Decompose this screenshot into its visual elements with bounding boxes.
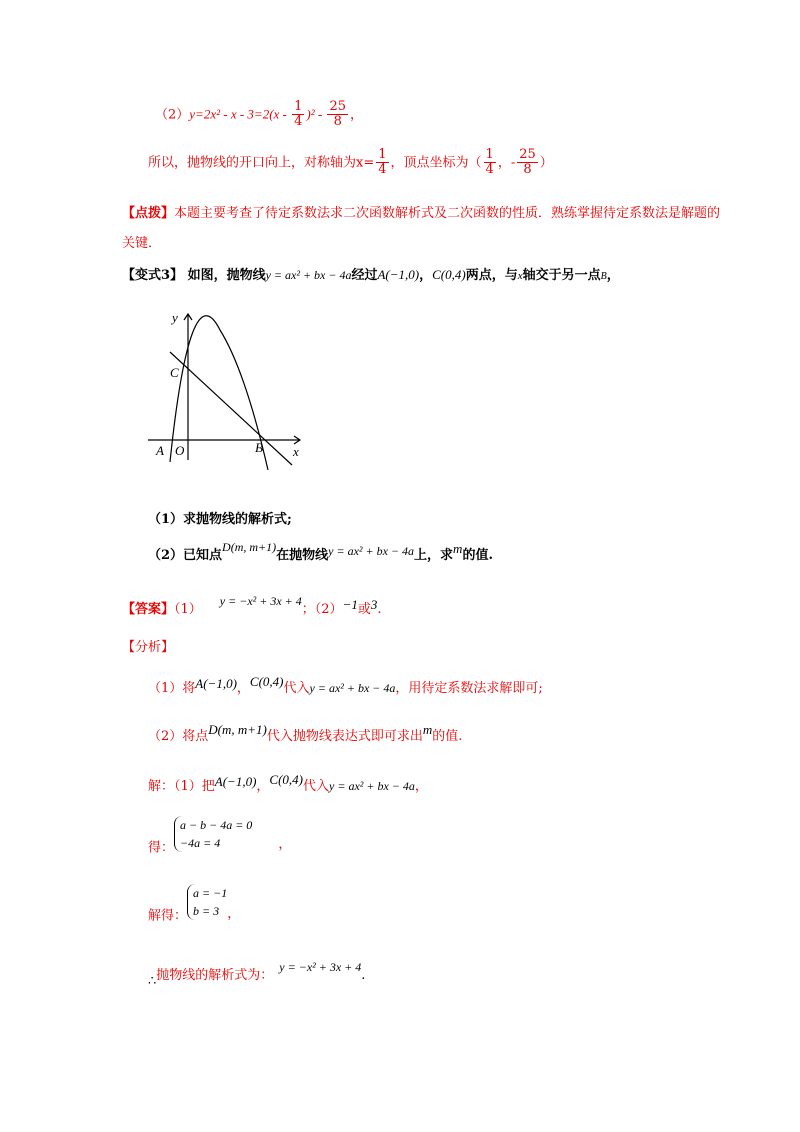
question-1: （1）求抛物线的解析式;: [148, 512, 292, 527]
tip-line: 【点拨】本题主要考查了待定系数法求二次函数解析式及二次函数的性质．熟练掌握待定系数法是解题的: [122, 206, 721, 221]
analysis-step-2: （2）将点D(m, m+1)代入抛物线表达式即可求出m的值.: [148, 722, 463, 744]
tip-label: 【点拨】: [122, 206, 175, 221]
answer-line: 【答案】（1）y = −x² + 3x + 4；（2）−1或3.: [122, 594, 382, 617]
label-x: x: [293, 444, 299, 459]
solution-system-1: 得： a − b − 4a = 0 −4a = 4 ，: [148, 818, 292, 856]
fraction: $\frac{1}{4}$: [485, 147, 494, 178]
analysis-label: 【分析】: [122, 640, 175, 655]
analysis-step-1: （1）将A(−1,0)，C(0,4)代入y = ax² + bx − 4a，用待定系数法求解即可;: [148, 674, 543, 696]
conclusion-line: 所以，抛物线的开口向上，对称轴为x= $\frac{1}{4}$ ，顶点坐标为（ $\frac{1}{4}$ ，- $\frac{25}{8}$ ）: [148, 147, 553, 178]
equation-system: a = −1 b = 3: [187, 884, 227, 920]
label-a: A: [156, 443, 164, 458]
fraction: $\frac{1}{4}$: [378, 147, 387, 178]
label-y: y: [172, 310, 178, 325]
equation-system: a − b − 4a = 0 −4a = 4: [174, 816, 252, 852]
parabola-curve: [170, 316, 268, 470]
answer-label: 【答案】: [122, 602, 175, 617]
tip-line-2: 关键．: [122, 236, 162, 251]
part2-line: （2）y=2x² - x - 3=2(x - $\frac{1}{4}$ )² - $\frac{25}{8}$ ，: [155, 99, 364, 130]
parabola-graph: [140, 300, 320, 470]
label-c: C: [170, 365, 179, 380]
label-b: B: [255, 440, 263, 455]
label-o: O: [175, 443, 185, 458]
therefore-symbol: ∴: [148, 974, 157, 989]
fraction: $\frac{25}{8}$: [519, 147, 536, 178]
solution-line: 解：（1）把A(−1,0)，C(0,4)代入y = ax² + bx − 4a，: [148, 772, 428, 794]
variant-line: 【变式3】 如图，抛物线y = ax² + bx − 4a经过A(−1,0)，C(0,4)两点，与x轴交于另一点B，: [122, 267, 620, 283]
fraction: $\frac{25}{8}$: [329, 99, 347, 130]
variant-label: 【变式3】: [122, 268, 184, 283]
solution-system-2: 解得： a = −1 b = 3 ，: [148, 886, 241, 924]
question-2: （2）已知点D(m, m+1)在抛物线y = ax² + bx − 4a上，求m的值.: [148, 540, 493, 563]
fraction: $\frac{1}{4}$: [294, 99, 303, 130]
solution-final: ∴抛物线的解析式为：y = −x² + 3x + 4.: [148, 960, 366, 989]
